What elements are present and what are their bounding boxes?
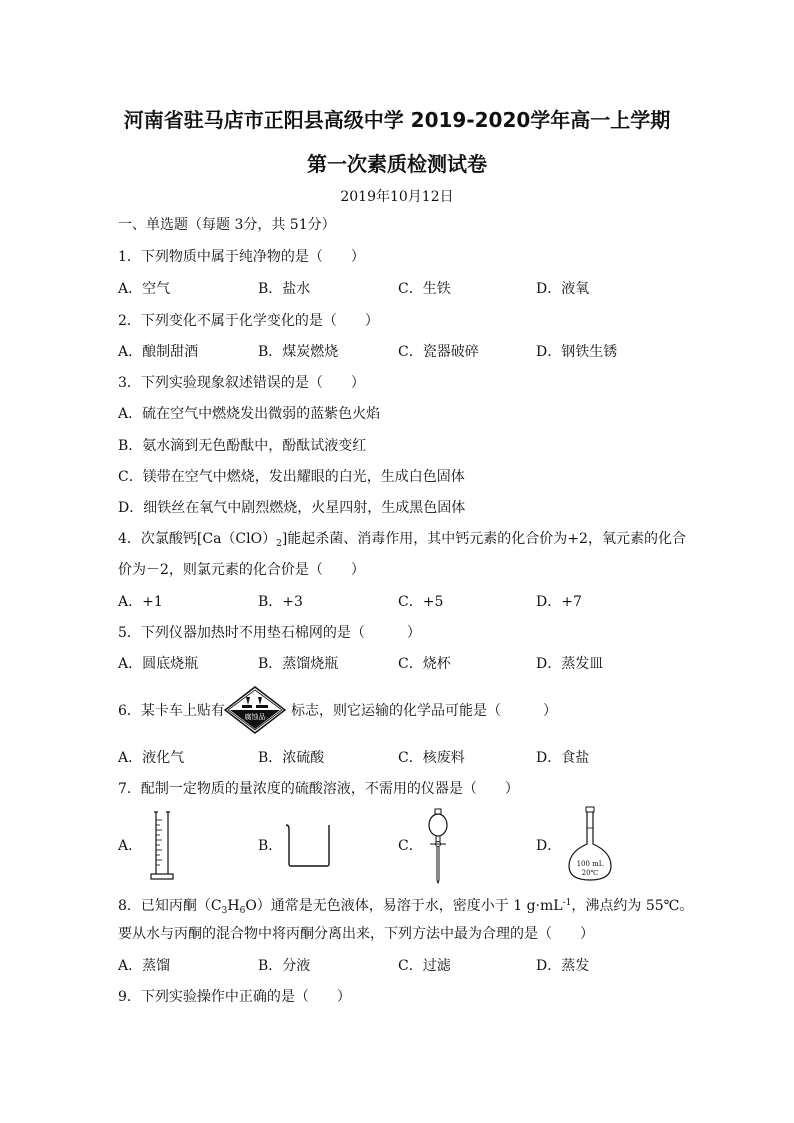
- q2-stem: 2．下列变化不属于化学变化的是（ ）: [118, 313, 379, 329]
- q8-option-c: C．过滤: [398, 958, 451, 974]
- q8-text-a: 8．已知丙酮（C: [118, 898, 222, 914]
- exam-date: 2019年10月12日: [340, 189, 454, 205]
- q3-option-b: B．氨水滴到无色酚酞中，酚酞试液变红: [118, 438, 367, 454]
- q1-option-c: C．生铁: [398, 281, 451, 297]
- q6-option-b: B．浓硫酸: [258, 750, 325, 766]
- q5-option-c: C．烧杯: [398, 656, 451, 672]
- q3-option-c: C．镁带在空气中燃烧，发出耀眼的白光，生成白色固体: [118, 469, 465, 485]
- q8-text-d: ，沸点约为 55℃。: [571, 898, 694, 914]
- q6-option-c: C．核废料: [398, 750, 465, 766]
- q8-sub-2: 6: [239, 906, 246, 916]
- q3-option-a: A．硫在空气中燃烧发出微弱的蓝紫色火焰: [118, 406, 381, 422]
- graduated-cylinder-icon: [150, 810, 174, 882]
- q6-option-d: D．食盐: [536, 750, 590, 766]
- corrosive-sign-label: 腐蚀品: [244, 713, 266, 721]
- section-heading: 一、单选题（每题 3分，共 51分）: [118, 217, 336, 233]
- q7-option-d: D．: [536, 838, 562, 854]
- q4-option-d: D．+7: [536, 594, 582, 610]
- q4-stem-pre: 4．次氯酸钙[Ca（ClO）: [118, 531, 277, 547]
- q8-text-b: H: [227, 898, 240, 914]
- separatory-funnel-icon: [426, 808, 450, 884]
- q2-option-c: C．瓷器破碎: [398, 344, 479, 360]
- q4-stem-post: ]能起杀菌、消毒作用，其中钙元素的化合价为+2，氧元素的化合: [281, 531, 686, 547]
- q4-stem: [118, 531, 686, 552]
- q8-stem-2: 要从水与丙酮的混合物中将丙酮分离出来，下列方法中最为合理的是（ ）: [118, 926, 594, 942]
- flask-temp-label: 20℃: [581, 869, 599, 877]
- q6-stem-post: 标志，则它运输的化学品可能是（ ）: [291, 703, 557, 719]
- q7-option-c: C．: [398, 838, 423, 854]
- q5-option-b: B．蒸馏烧瓶: [258, 656, 339, 672]
- q7-option-a: A．: [118, 838, 143, 854]
- q1-option-d: D．液氧: [536, 281, 590, 297]
- volumetric-flask-icon: [566, 806, 614, 882]
- q8-stem: [118, 895, 693, 919]
- q3-stem: 3．下列实验现象叙述错误的是（ ）: [118, 375, 365, 391]
- q8-option-d: D．蒸发: [536, 958, 590, 974]
- q4-option-b: B．+3: [258, 594, 303, 610]
- q8-option-a: A．蒸馏: [118, 958, 171, 974]
- q7-option-b: B．: [258, 838, 283, 854]
- flask-volume-label: 100 mL: [576, 860, 604, 868]
- q4-option-c: C．+5: [398, 594, 444, 610]
- q8-text-c: O）通常是无色液体，易溶于水，密度小于 1 g·mL: [245, 898, 563, 914]
- corrosive-sign-icon: [224, 686, 286, 734]
- q9-stem: 9．下列实验操作中正确的是（ ）: [118, 989, 351, 1005]
- q4-option-a: A．+1: [118, 594, 163, 610]
- q1-option-b: B．盐水: [258, 281, 311, 297]
- title-line-1: 河南省驻马店市正阳县高级中学 2019-2020学年高一上学期: [123, 108, 671, 132]
- q5-option-a: A．圆底烧瓶: [118, 656, 199, 672]
- q8-sup: -1: [562, 898, 572, 908]
- q4-subscript: 2: [276, 539, 282, 549]
- q5-option-d: D．蒸发皿: [536, 656, 604, 672]
- q1-option-a: A．空气: [118, 281, 171, 297]
- q2-option-a: A．酿制甜酒: [118, 344, 199, 360]
- q3-option-d: D．细铁丝在氧气中剧烈燃烧，火星四射，生成黑色固体: [118, 500, 466, 516]
- q2-option-d: D．钢铁生锈: [536, 344, 618, 360]
- title-line-2: 第一次素质检测试卷: [307, 152, 487, 176]
- q8-sub-1: 3: [221, 906, 228, 916]
- q2-option-b: B．煤炭燃烧: [258, 344, 339, 360]
- q5-stem: 5．下列仪器加热时不用垫石棉网的是（ ）: [118, 625, 421, 641]
- q7-stem: 7．配制一定物质的量浓度的硫酸溶液，不需用的仪器是（ ）: [118, 781, 519, 797]
- q1-stem: 1．下列物质中属于纯净物的是（ ）: [118, 249, 365, 265]
- beaker-icon: [284, 822, 334, 868]
- q4-stem-2: 价为－2，则氯元素的化合价是（ ）: [118, 562, 365, 578]
- q6-stem-pre: 6．某卡车上贴有: [118, 703, 225, 719]
- q8-option-b: B．分液: [258, 958, 311, 974]
- q6-option-a: A．液化气: [118, 750, 185, 766]
